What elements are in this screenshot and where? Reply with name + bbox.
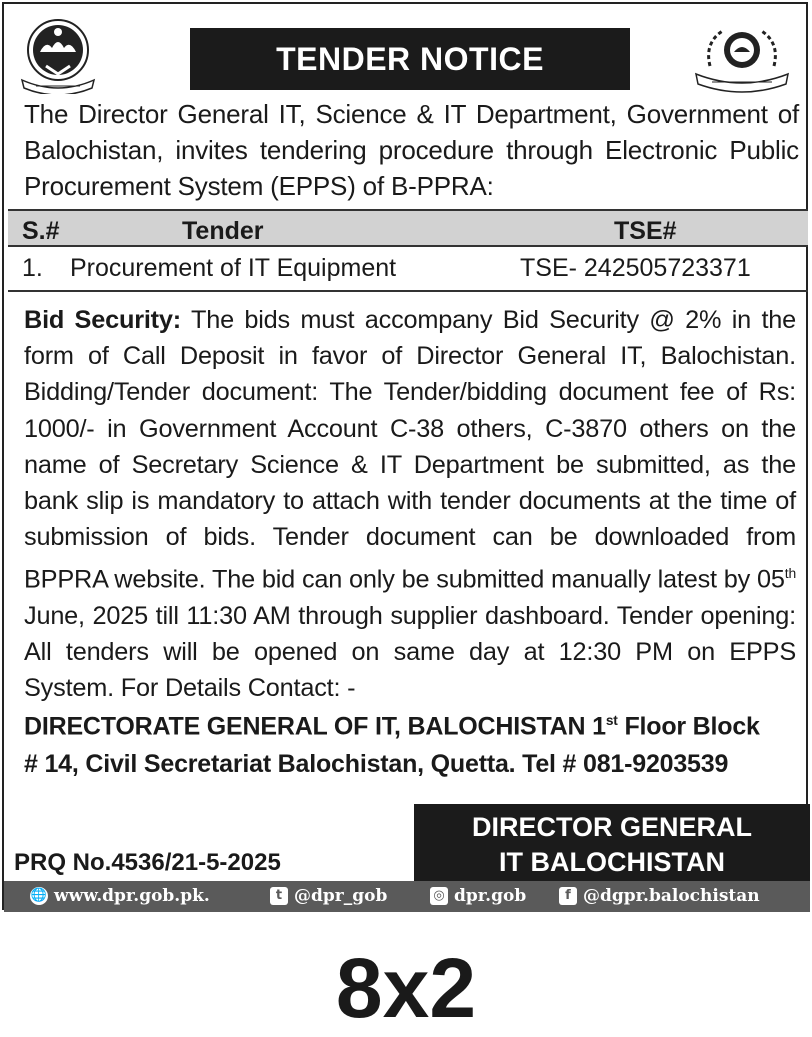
- date-suffix: th: [784, 565, 796, 582]
- instagram-icon: ◎: [430, 887, 448, 905]
- date-day: 05: [757, 565, 785, 594]
- bid-security-label: Bid Security:: [24, 306, 182, 334]
- row-serial: 1.: [22, 254, 43, 282]
- bid-security-paragraph: [24, 302, 796, 707]
- ad-size-label: 8x2: [335, 941, 477, 1035]
- contact-address: [24, 702, 799, 783]
- row-tender: Procurement of IT Equipment: [70, 254, 397, 282]
- footer-twitter[interactable]: @dpr_gob: [294, 886, 388, 906]
- column-header-serial: S.#: [22, 217, 60, 245]
- row-tse: TSE- 242505723371: [520, 254, 751, 282]
- prq-number: PRQ No.4536/21-5-2025: [14, 849, 281, 876]
- contact-line2: # 14, Civil Secretariat Balochistan, Quetta. Tel # 081-9203539: [24, 750, 729, 779]
- intro-paragraph: The Director General IT, Science & IT Department, Government of Balochistan, invites tendering procedure through Electronic Public Procurement System (EPPS) of B-PPRA:: [24, 99, 799, 201]
- body-text-part1: The bids must accompany Bid Security @ 2% in the form of Call Deposit in favor of Director General IT, Balochistan. Bidding/Tender document: The Tender/bidding document fee of Rs: 1000/- in Government Account C-38 others, C-3870 others on the name of Secretary Science & IT Department be submitted, as the bank slip is mandatory to attach with tender documents at the time of submission of bids. Tender document can be downloaded from BPPRA website. The bid can only be submitted manually latest by: [24, 306, 797, 594]
- tender-notice-title: TENDER NOTICE: [190, 28, 630, 90]
- signature-block: [414, 804, 810, 882]
- footer-facebook[interactable]: @dgpr.balochistan: [583, 886, 760, 906]
- twitter-icon: t: [270, 887, 288, 905]
- table-row: [8, 248, 808, 292]
- contact-line1: DIRECTORATE GENERAL OF IT, BALOCHISTAN 1: [24, 712, 606, 741]
- body-text-part2: June, 2025 till 11:30 AM through supplier dashboard. Tender opening: All tenders will be opened on same day at 12:30 PM on EPPS System. For Details Contact: -: [24, 602, 796, 703]
- tender-notice-frame: [2, 2, 808, 910]
- signature-line2: IT BALOCHISTAN: [499, 847, 725, 877]
- tender-table-header: [8, 209, 808, 247]
- column-header-tse: TSE#: [614, 217, 677, 245]
- floor-suffix: st: [605, 713, 618, 728]
- signature-line1: DIRECTOR GENERAL: [471, 812, 753, 842]
- column-header-tender: Tender: [182, 217, 264, 245]
- globe-icon: 🌐: [30, 888, 48, 903]
- contact-line1-end: Floor Block: [624, 712, 760, 741]
- footer-bar: [4, 881, 810, 912]
- footer-instagram[interactable]: dpr.gob: [454, 886, 527, 906]
- balochistan-emblem-icon: [18, 18, 98, 94]
- dgpr-emblem-icon: [690, 22, 794, 94]
- footer-website[interactable]: www.dpr.gob.pk.: [54, 886, 210, 906]
- facebook-icon: f: [559, 887, 577, 905]
